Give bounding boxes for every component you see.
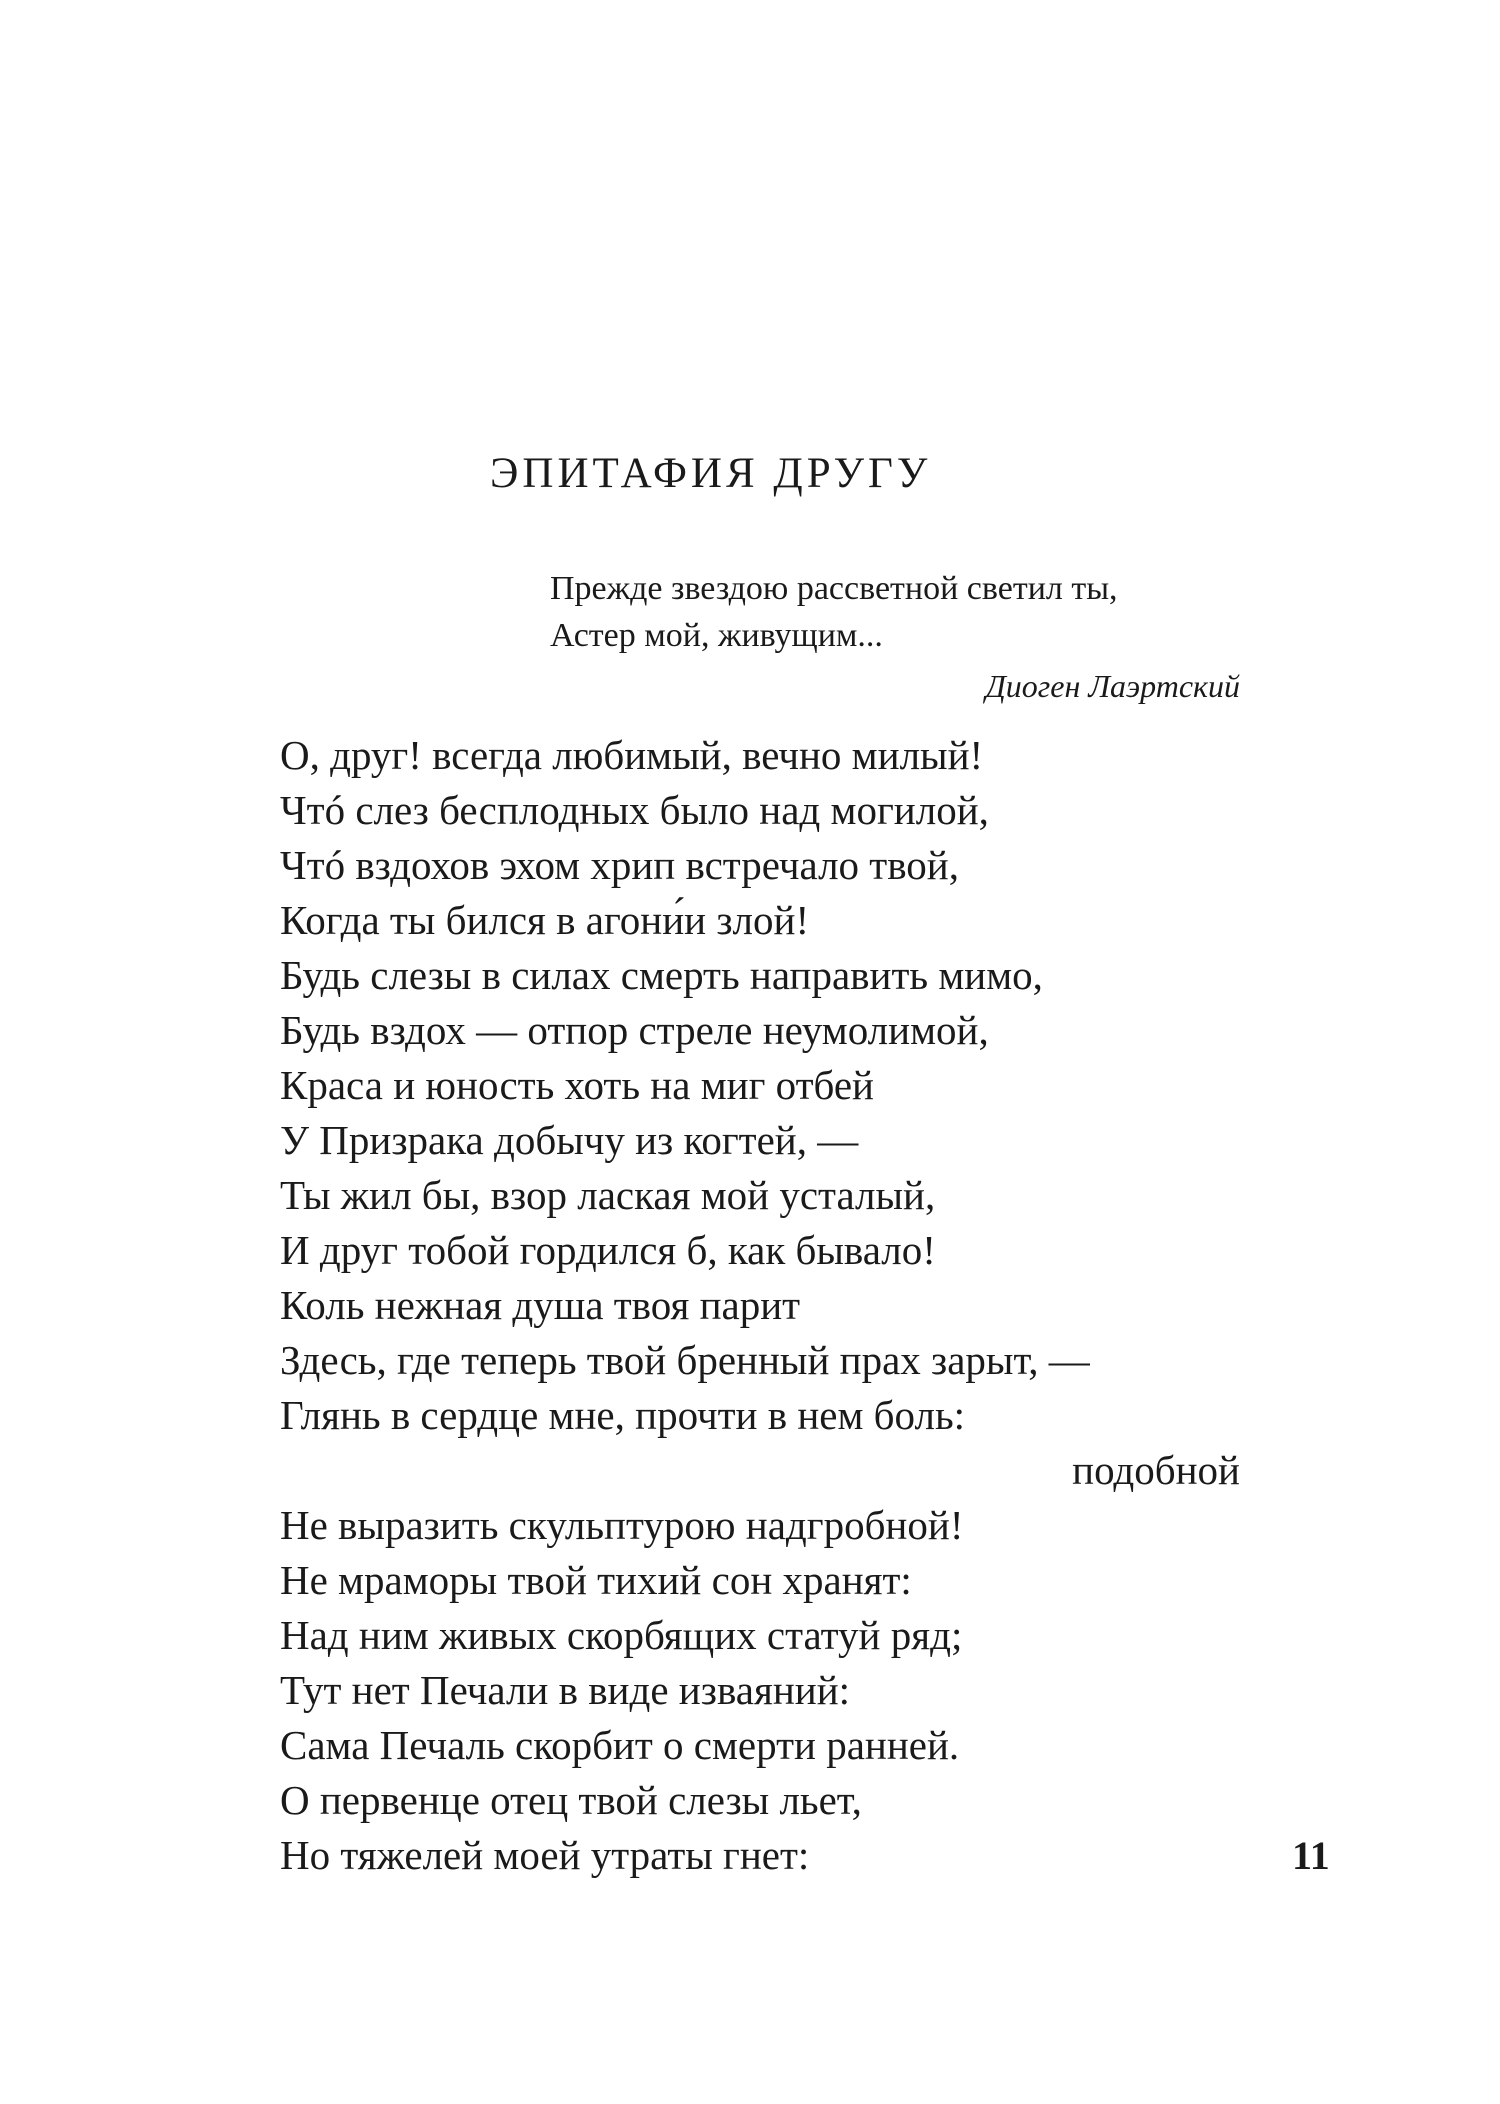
poem-line: Над ним живых скорбящих статуй ряд; — [280, 1612, 963, 1658]
poem-line: Когда ты бился в агони́и злой! — [280, 897, 810, 943]
epigraph-line: Прежде звездою рассветной светил ты, — [550, 570, 1118, 607]
poem-line: О, друг! всегда любимый, вечно милый! — [280, 732, 984, 778]
epigraph-author: Диоген Лаэртский — [985, 668, 1240, 704]
poem-line: Не мраморы твой тихий сон хранят: — [280, 1557, 912, 1603]
poem-line: Краса и юность хоть на миг отбей — [280, 1062, 874, 1108]
poem-line: Сама Печаль скорбит о смерти ранней. — [280, 1722, 960, 1768]
epigraph — [550, 565, 1240, 710]
poem-line: Коль нежная душа твоя парит — [280, 1282, 801, 1328]
poem-line: Здесь, где теперь твой бренный прах зарыт, — — [280, 1337, 1090, 1383]
poem-line: Чтó слез бесплодных было над могилой, — [280, 787, 989, 833]
poem-line: Но тяжелей моей утраты гнет: — [280, 1832, 810, 1878]
poem-line: О первенце отец твой слезы льет, — [280, 1777, 862, 1823]
poem-line: Чтó вздохов эхом хрип встречало твой, — [280, 842, 959, 888]
poem-line: Не выразить скульптурою надгробной! — [280, 1502, 964, 1548]
epigraph-line: Астер мой, живущим... — [550, 617, 883, 654]
poem-line-continuation: подобной — [1072, 1447, 1240, 1493]
poem-line: И друг тобой гордился б, как бывало! — [280, 1227, 936, 1273]
page-number: 11 — [1292, 1833, 1330, 1878]
poem-line: Будь слезы в силах смерть направить мимо, — [280, 952, 1043, 998]
poem-line: Будь вздох — отпор стреле неумолимой, — [280, 1007, 989, 1053]
poem-line: Тут нет Печали в виде изваяний: — [280, 1667, 851, 1713]
poem-body — [280, 728, 1240, 1883]
poem-title: ЭПИТАФИЯ ДРУГУ — [490, 450, 932, 497]
poem-line: У Призрака добычу из когтей, — — [280, 1117, 859, 1163]
poem-line: Ты жил бы, взор лаская мой усталый, — [280, 1172, 936, 1218]
poem-line: Глянь в сердце мне, прочти в нем боль: — [280, 1392, 966, 1438]
